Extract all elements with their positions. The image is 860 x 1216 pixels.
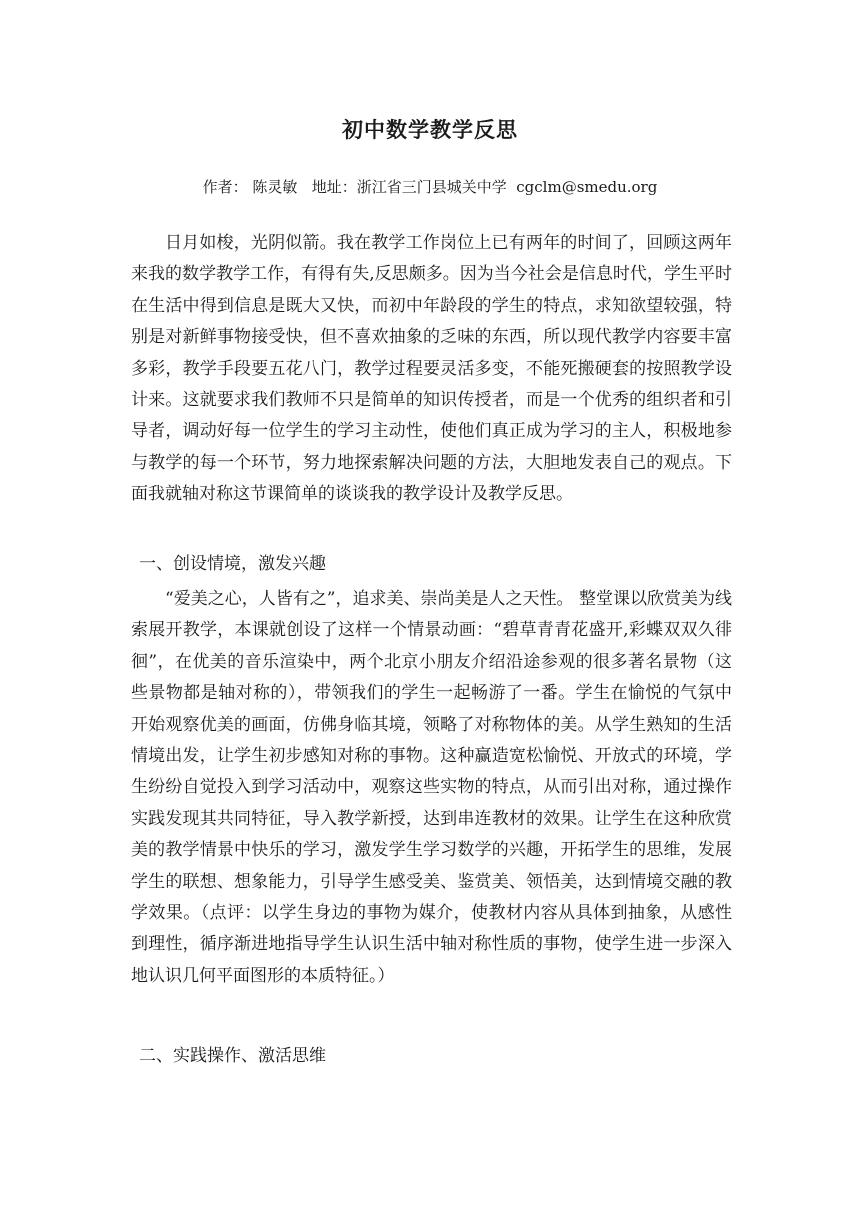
- section-heading-2: 二、实践操作、激活思维: [139, 1046, 326, 1066]
- intro-paragraph: 日月如梭，光阴似箭。我在教学工作岗位上已有两年的时间了，回顾这两年来我的数学教学工作，有得有失,反思颇多。因为当今社会是信息时代，学生平时在生活中得到信息是既大又快，而初中年龄段的学生的特点，求知欲望较强，特别是对新鲜事物接受快，但不喜欢抽象的乏味的东西，所以现代教学内容要丰富多彩，教学手段要五花八门，教学过程要灵活多变，不能死搬硬套的按照教学设计来。这就要求我们教师不只是简单的知识传授者，而是一个优秀的组织者和引导者，调动好每一位学生的学习主动性，使他们真正成为学习的主人，积极地参与教学的每一个环节，努力地探索解决问题的方法，大胆地发表自己的观点。下面我就轴对称这节课简单的谈谈我的教学设计及教学反思。: [131, 233, 732, 505]
- section1-paragraph-block: [131, 584, 732, 992]
- intro-paragraph-block: [131, 228, 732, 511]
- section-heading-1: 一、创设情境，激发兴趣: [139, 554, 326, 574]
- document-title: 初中数学教学反思: [342, 117, 518, 142]
- section1-paragraph: “爱美之心，人皆有之”，追求美、崇尚美是人之天性。 整堂课以欣赏美为线索展开教学，本课就创设了这样一个情景动画：“碧草青青花盛开,彩蝶双双久徘徊”，在优美的音乐渲染中，两个北京小朋友介绍沿途参观的很多著名景物（这些景物都是轴对称的），带领我们的学生一起畅游了一番。学生在愉悦的气氛中开始观察优美的画面，仿佛身临其境，领略了对称物体的美。从学生熟知的生活情境出发，让学生初步感知对称的事物。这种赢造宽松愉悦、开放式的环境，学生纷纷自觉投入到学习活动中，观察这些实物的特点，从而引出对称，通过操作实践发现其共同特征，导入教学新授，达到串连教材的效果。让学生在这种欣赏美的教学情景中快乐的学习，激发学生学习数学的兴趣，开拓学生的思维，发展学生的联想、想象能力，引导学生感受美、鉴赏美、领悟美，达到情境交融的教学效果。（点评：以学生身边的事物为媒介，使教材内容从具体到抽象，从感性到理性，循序渐进地指导学生认识生活中轴对称性质的事物，使学生进一步深入地认识几何平面图形的本质特征。）: [131, 589, 732, 986]
- author-byline: 作者： 陈灵敏 地址：浙江省三门县城关中学 cgclm@smedu.org: [202, 178, 658, 196]
